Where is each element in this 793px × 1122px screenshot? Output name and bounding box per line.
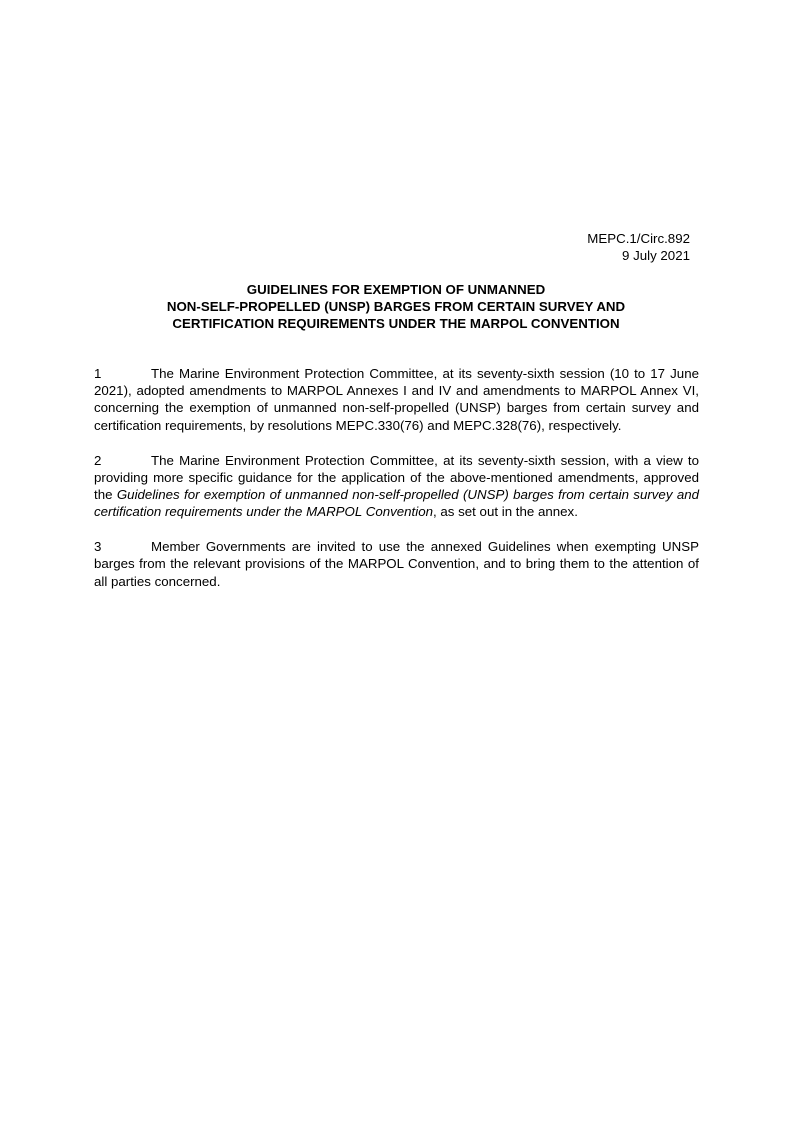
document-body [94, 365, 699, 608]
paragraph-text: Member Governments are invited to use the annexed Guidelines when exempting UNSP barges from the relevant provisions of the MARPOL Convention, and to bring them to the attention of all parties concerned. [94, 539, 699, 589]
title-line: CERTIFICATION REQUIREMENTS UNDER THE MARPOL CONVENTION [172, 316, 620, 332]
title-line: NON-SELF-PROPELLED (UNSP) BARGES FROM CERTAIN SURVEY AND [166, 299, 626, 315]
paragraph-number: 3 [94, 539, 102, 555]
paragraph-number: 2 [94, 452, 102, 468]
paragraph-3 [94, 538, 699, 590]
document-title [94, 281, 698, 333]
paragraph-text-end: , as set out in the annex. [433, 504, 578, 520]
document-reference-block [587, 230, 690, 264]
document-date: 9 July 2021 [621, 248, 690, 263]
paragraph-number: 1 [94, 366, 102, 381]
paragraph-2 [94, 452, 699, 521]
title-line: GUIDELINES FOR EXEMPTION OF UNMANNED [246, 282, 546, 297]
paragraph-text: The Marine Environment Protection Committee, at its seventy-sixth session (10 to 17 June 2021), adopted amendments to MARPOL Annexes I and IV and amendments to MARPOL Annex VI, concerning the exemption of unmanned non-self-propelled (UNSP) barges from certain survey and certification requirements, by resolutions MEPC.330(76) and MEPC.328(76), respectively. [94, 366, 699, 433]
document-reference: MEPC.1/Circ.892 [587, 231, 690, 246]
paragraph-text: The Marine Environment Protection Committee, at its seventy-sixth session, with a view to providing more specific guidance for the application of the above-mentioned amendments, approved the [94, 452, 699, 503]
guidelines-title-italic: Guidelines for exemption of unmanned non-self-propelled (UNSP) barges from certain survey and certification requirements under the MARPOL Convention [94, 487, 700, 520]
paragraph-1 [94, 365, 699, 434]
